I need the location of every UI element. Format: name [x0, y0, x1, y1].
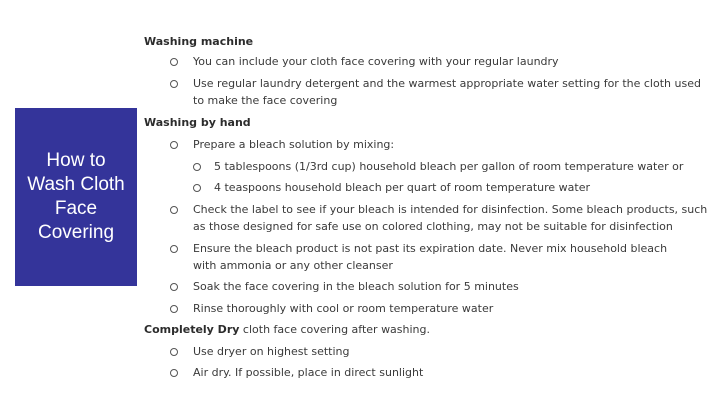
bullet-icon — [170, 283, 178, 291]
sub-list-item: 5 tablespoons (1/3rd cup) household bleach per gallon of room temperature water or — [214, 160, 684, 173]
bullet-icon — [193, 184, 201, 192]
list-item: Air dry. If possible, place in direct sunlight — [193, 366, 424, 379]
bullet-icon — [170, 348, 178, 356]
list-item: You can include your cloth face covering with your regular laundry — [193, 55, 559, 68]
bullet-icon — [170, 206, 178, 214]
list-item: Check the label to see if your bleach is intended for disinfection. Some bleach products, such as those designed for safe use on colored clothing, may not be suitable for disinfection — [193, 203, 708, 233]
list-item: Prepare a bleach solution by mixing: — [193, 138, 395, 151]
bullet-icon — [170, 245, 178, 253]
list-item: Use dryer on highest setting — [193, 345, 350, 358]
bullet-icon — [170, 305, 178, 313]
completely-dry-bold: Completely Dry — [144, 323, 240, 336]
bullet-icon — [170, 369, 178, 377]
bullet-icon — [170, 141, 178, 149]
completely-dry-rest: cloth face covering after washing. — [239, 323, 431, 336]
bullet-icon — [170, 58, 178, 66]
bullet-icon — [193, 163, 201, 171]
list-item: Rinse thoroughly with cool or room temperature water — [193, 302, 494, 315]
list-item: Use regular laundry detergent and the warmest appropriate water setting for the cloth used to make the face covering — [193, 77, 701, 107]
washing-machine-heading: Washing machine — [144, 35, 254, 48]
list-item: Ensure the bleach product is not past its expiration date. Never mix household bleach with ammonia or any other cleanser — [193, 242, 668, 272]
slide-title: How to Wash Cloth Face Covering — [27, 150, 125, 243]
bullet-icon — [170, 80, 178, 88]
list-item: Soak the face covering in the bleach solution for 5 minutes — [193, 280, 519, 293]
completely-dry-heading — [144, 321, 430, 338]
washing-by-hand-heading: Washing by hand — [144, 116, 251, 129]
sub-list-item: 4 teaspoons household bleach per quart of room temperature water — [214, 181, 590, 194]
